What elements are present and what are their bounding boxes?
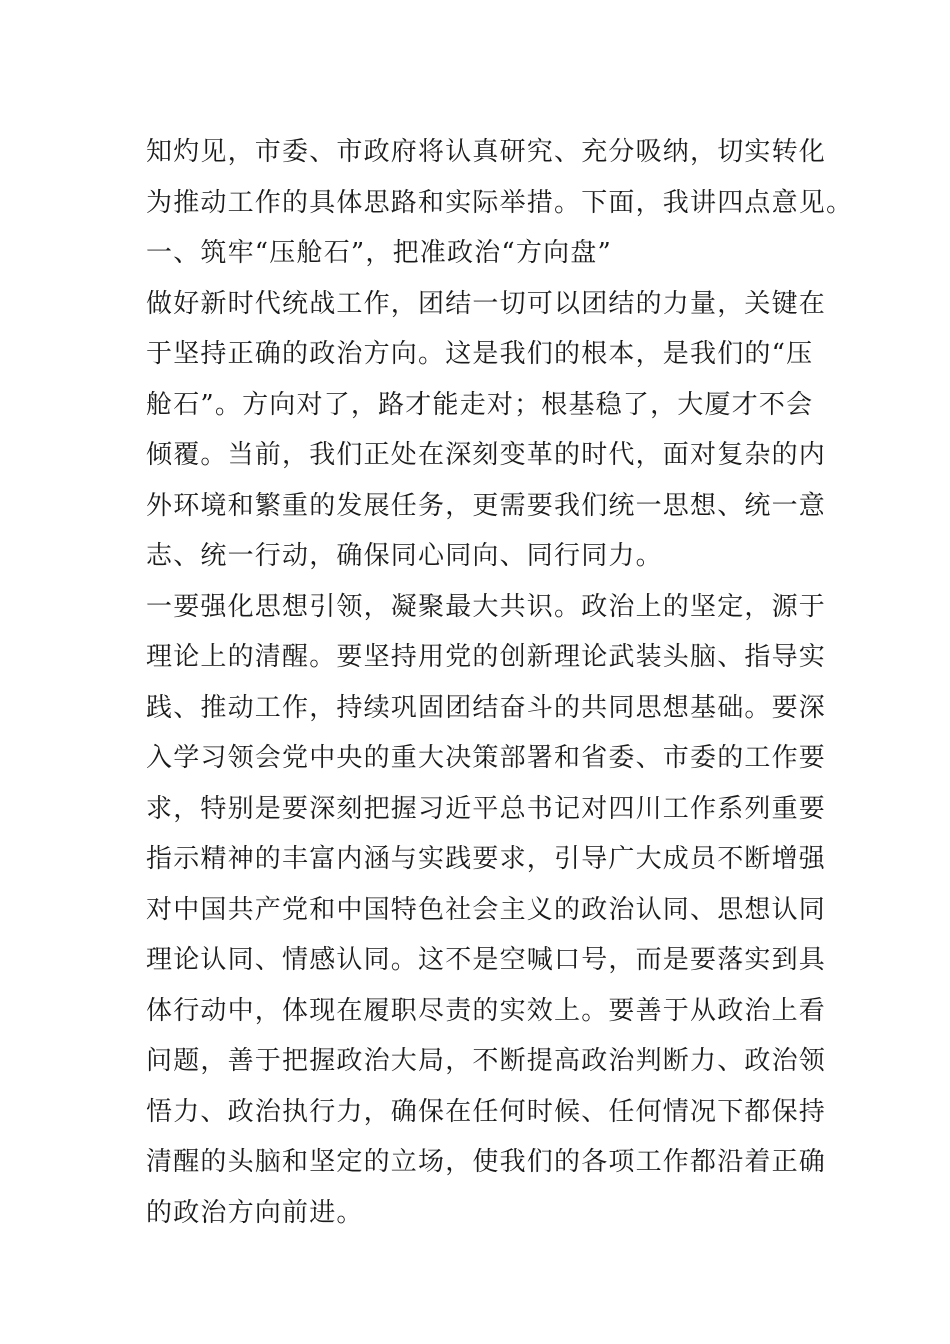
text-line: 做好新时代统战工作，团结一切可以团结的力量，关键在 xyxy=(146,288,827,319)
text-line: 指示精神的丰富内涵与实践要求，引导广大成员不断增强 xyxy=(146,844,827,874)
text-line: 理论上的清醒。要坚持用党的创新理论武装头脑、指导实 xyxy=(146,642,827,672)
document-body xyxy=(146,127,854,1238)
text-line: 清醒的头脑和坚定的立场，使我们的各项工作都沿着正确 xyxy=(146,1147,827,1177)
text-line: 外环境和繁重的发展任务，更需要我们统一思想、统一意 xyxy=(146,490,827,521)
text-line: 志、统一行动，确保同心同向、同行同力。 xyxy=(146,541,663,571)
text-line: 舱石”。方向对了，路才能走对；根基稳了，大厦才不会 xyxy=(146,389,814,420)
text-line: 体行动中，体现在履职尽责的实效上。要善于从政治上看 xyxy=(146,995,827,1026)
text-line: 于坚持正确的政治方向。这是我们的根本，是我们的“压 xyxy=(146,339,814,369)
text-line: 求，特别是要深刻把握习近平总书记对四川工作系列重要 xyxy=(146,793,827,824)
text-line: 为推动工作的具体思路和实际举措。下面，我讲四点意见。 xyxy=(146,187,854,218)
text-line: 问题，善于把握政治大局，不断提高政治判断力、政治领 xyxy=(146,1046,827,1076)
text-line: 知灼见，市委、市政府将认真研究、充分吸纳，切实转化 xyxy=(146,137,827,167)
text-line: 对中国共产党和中国特色社会主义的政治认同、思想认同 xyxy=(146,894,827,925)
text-line: 一要强化思想引领，凝聚最大共识。政治上的坚定，源于 xyxy=(146,591,827,622)
section-heading: 一、筑牢“压舱石”，把准政治“方向盘” xyxy=(146,238,612,268)
text-line: 的政治方向前进。 xyxy=(146,1197,364,1228)
text-line: 践、推动工作，持续巩固团结奋斗的共同思想基础。要深 xyxy=(146,692,827,723)
text-line: 入学习领会党中央的重大决策部署和省委、市委的工作要 xyxy=(146,743,827,773)
text-line: 理论认同、情感认同。这不是空喊口号，而是要落实到具 xyxy=(146,945,827,975)
text-line: 悟力、政治执行力，确保在任何时候、任何情况下都保持 xyxy=(146,1096,827,1127)
text-line: 倾覆。当前，我们正处在深刻变革的时代，面对复杂的内 xyxy=(146,440,827,470)
